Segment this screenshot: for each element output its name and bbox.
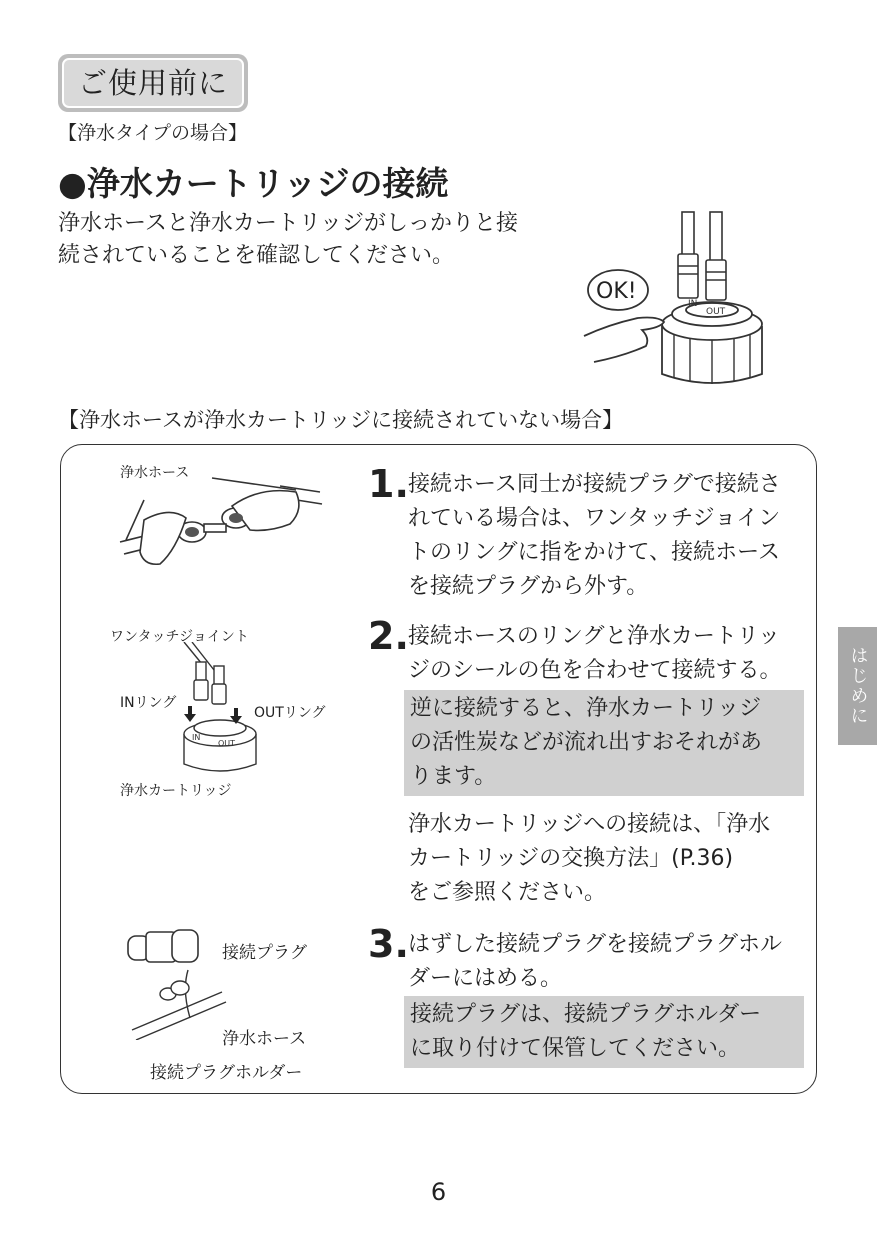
note-line: ります。: [410, 764, 497, 789]
fig2-cartridge-label: 浄水カートリッジ: [120, 783, 232, 799]
ok-badge: OK!: [596, 279, 637, 304]
fig1-hose-label: 浄水ホース: [120, 465, 190, 481]
step-2-warning-note: [404, 690, 804, 796]
out-mark: OUT: [706, 307, 726, 317]
step-1-line: を接続プラグから外す。: [408, 574, 649, 599]
chapter-side-tab-label: はじめに: [847, 646, 869, 726]
chapter-side-tab: [838, 627, 877, 745]
note-line: 逆に接続すると、浄水カートリッジ: [410, 696, 762, 721]
step-1-text: [408, 468, 808, 604]
section-tab: [58, 54, 248, 112]
fig2-out-ring-label: OUTリング: [254, 705, 326, 721]
step-1-line: トのリングに指をかけて、接続ホース: [408, 540, 781, 565]
step-1: [368, 462, 808, 604]
step-2-text: [408, 620, 808, 688]
hose-disconnect-illustration: [100, 470, 330, 580]
type-label: 【浄水タイプの場合】: [58, 122, 248, 144]
fig2-in-mark: IN: [192, 733, 201, 742]
in-mark: IN: [688, 299, 698, 309]
cartridge-ok-illustration: [580, 206, 780, 392]
fig2-out-mark: OUT: [218, 739, 236, 748]
step-2: [368, 614, 808, 905]
step-2-line: 接続ホースのリングと浄水カートリッ: [408, 624, 781, 649]
step-3-line: ダーにはめる。: [408, 966, 563, 991]
intro-line-2: 続されていることを確認してください。: [58, 243, 455, 268]
step-3-number: 3.: [368, 922, 409, 966]
step-2-line: ジのシールの色を合わせて接続する。: [408, 658, 782, 683]
fig3-holder-label: 接続プラグホルダー: [150, 1063, 303, 1083]
sub-heading: 【浄水ホースが浄水カートリッジに接続されていない場合】: [58, 408, 624, 432]
plug-holder-illustration: [118, 920, 238, 1040]
ring-match-illustration: [170, 642, 270, 782]
note-line: 接続プラグは、接続プラグホルダー: [410, 1002, 762, 1027]
step-1-number: 1.: [368, 462, 409, 506]
page-title: ●浄水カートリッジの接続: [58, 164, 449, 203]
reference-line: をご参照ください。: [408, 880, 607, 905]
fig2-in-ring-label: INリング: [120, 695, 177, 711]
reference-line: カートリッジの交換方法」(P.36): [408, 846, 734, 871]
step-2-reference: [408, 808, 770, 910]
step-1-line: 接続ホース同士が接続プラグで接続さ: [408, 472, 781, 497]
step-3: [368, 922, 808, 1061]
note-line: に取り付けて保管してください。: [410, 1036, 741, 1061]
intro-line-1: 浄水ホースと浄水カートリッジがしっかりと接: [58, 211, 519, 236]
fig3-plug-label: 接続プラグ: [222, 943, 307, 963]
note-line: の活性炭などが流れ出すおそれがあ: [410, 730, 763, 755]
step-2-number: 2.: [368, 614, 409, 658]
step-3-storage-note: [404, 996, 804, 1068]
intro-text: [58, 208, 558, 272]
reference-line: 浄水カートリッジへの接続は、「浄水: [408, 812, 771, 837]
section-tab-label: ご使用前に: [62, 58, 244, 108]
step-1-line: れている場合は、ワンタッチジョイン: [408, 506, 781, 531]
fig3-hose-label: 浄水ホース: [222, 1029, 307, 1049]
fig2-one-touch-label: ワンタッチジョイント: [110, 629, 249, 645]
step-3-line: はずした接続プラグを接続プラグホル: [408, 932, 783, 957]
page-number: 6: [430, 1178, 447, 1206]
step-3-text: [408, 928, 808, 996]
